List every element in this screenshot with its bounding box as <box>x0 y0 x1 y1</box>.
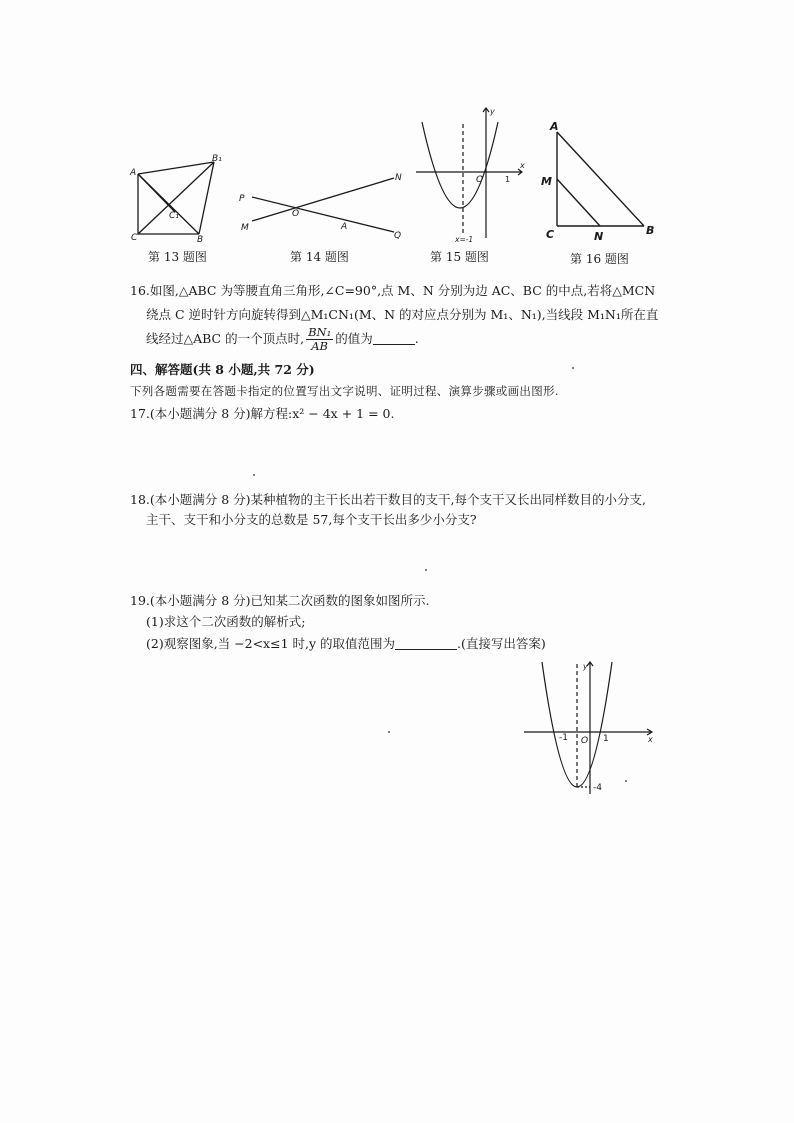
label-m: M <box>541 175 552 188</box>
q16-line2: 绕点 C 逆时针方向旋转得到△M₁CN₁(M、N 的对应点分别为 M₁、N₁),当线段 M₁N₁所在直 <box>146 307 659 322</box>
fraction-numerator: BN₁ <box>308 325 332 339</box>
label-b1: B₁ <box>212 154 222 164</box>
fraction-bn1-ab <box>306 326 333 353</box>
q16-answer-blank[interactable] <box>373 332 415 345</box>
label-n: N <box>594 230 604 240</box>
label-axis: x=-1 <box>455 235 474 244</box>
label-c: C <box>131 233 138 243</box>
scan-speck <box>625 780 627 782</box>
label-x: x <box>648 735 653 744</box>
label-y: y <box>490 107 495 116</box>
scan-speck <box>425 569 427 571</box>
q19-part1: (1)求这个二次函数的解析式; <box>146 614 306 629</box>
q16-line1: 16.如图,△ABC 为等腰直角三角形,∠C=90°,点 M、N 分别为边 AC、BC 的中点,若将△MCN <box>130 283 656 298</box>
label-x: x <box>520 161 525 170</box>
q17-text: 17.(本小题满分 8 分)解方程:x² − 4x + 1 = 0. <box>130 406 395 421</box>
label-o: O <box>292 209 300 219</box>
q18-line1: 18.(本小题满分 8 分)某种植物的主干长出若干数目的支干,每个支干又长出同样数目的小分支, <box>130 492 646 507</box>
fraction-denominator: AB <box>311 339 329 353</box>
label-c1: C₁ <box>169 211 179 221</box>
label-a: A <box>550 120 559 133</box>
figure-15 <box>412 104 530 244</box>
caption-14: 第 14 题图 <box>290 250 349 264</box>
label-o: O <box>476 175 484 185</box>
caption-15: 第 15 题图 <box>430 250 489 264</box>
label-a: A <box>341 222 348 232</box>
q19-answer-blank[interactable] <box>395 637 457 650</box>
label-m: M <box>241 223 249 233</box>
section-title: 四、解答题(共 8 小题,共 72 分) <box>130 362 315 377</box>
label-o: O <box>581 736 589 746</box>
section-note: 下列各题需要在答题卡指定的位置写出文字说明、证明过程、演算步骤或画出图形. <box>130 384 559 398</box>
q18-line2: 主干、支干和小分支的总数是 57,每个支干长出多少小分支? <box>146 512 477 527</box>
q19-part2-after: .(直接写出答案) <box>457 636 546 651</box>
label-y: y <box>583 662 588 671</box>
figure-16 <box>540 116 662 240</box>
label-one: 1 <box>505 175 511 184</box>
q16-line3-end: . <box>414 331 419 346</box>
q19-part2-text: (2)观察图象,当 −2<x≤1 时,y 的取值范围为 <box>146 636 396 651</box>
label-a: A <box>130 168 137 178</box>
q16-line3-text: 线经过△ABC 的一个顶点时, <box>146 331 305 346</box>
figure-19 <box>520 656 660 796</box>
label-c: C <box>546 228 555 240</box>
figure-13 <box>128 152 228 244</box>
q19-line1: 19.(本小题满分 8 分)已知某二次函数的图象如图所示. <box>130 593 430 608</box>
q16-line3 <box>146 326 419 353</box>
label-p: P <box>239 194 245 204</box>
label-b: B <box>197 235 204 244</box>
label-n: N <box>395 173 402 183</box>
label-neg4: -4 <box>593 783 602 793</box>
label-b: B <box>646 224 655 237</box>
scan-speck <box>253 474 255 476</box>
caption-16: 第 16 题图 <box>570 252 629 266</box>
label-neg1: -1 <box>559 733 568 743</box>
scan-speck <box>388 731 390 733</box>
caption-13: 第 13 题图 <box>148 250 207 264</box>
scan-speck <box>572 367 574 369</box>
figure-14 <box>234 166 406 242</box>
label-one: 1 <box>603 734 609 744</box>
q19-part2 <box>146 636 546 651</box>
q16-line3-after: 的值为 <box>335 331 373 346</box>
label-q: Q <box>394 231 402 241</box>
